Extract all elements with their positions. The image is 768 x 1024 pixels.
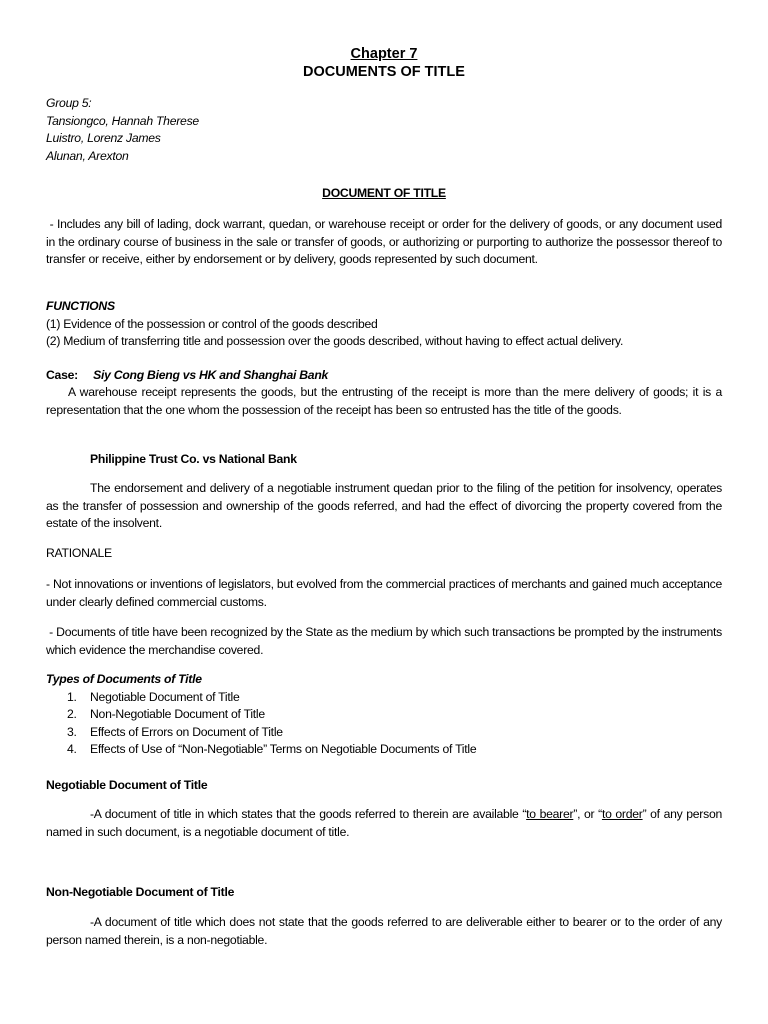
group-label: Group 5: bbox=[46, 96, 92, 110]
group-block bbox=[46, 95, 722, 165]
list-item: 3. Effects of Errors on Document of Title bbox=[67, 724, 283, 739]
functions-block bbox=[46, 298, 722, 351]
function-item: (2) Medium of transferring title and possession over the goods described, without having to effect actual delivery. bbox=[46, 334, 624, 349]
section-heading-document-of-title: DOCUMENT OF TITLE bbox=[322, 186, 446, 200]
group-member: Luistro, Lorenz James bbox=[46, 131, 161, 146]
case-name-2: Philippine Trust Co. vs National Bank bbox=[90, 452, 297, 466]
group-member: Alunan, Arexton bbox=[46, 148, 129, 163]
definition-paragraph: - Includes any bill of lading, dock warrant, quedan, or warehouse receipt or order for the delivery of goods, or any document used in the ordinary course of business in the sale or transfer of goods, or authorizing or purporting to authorize the possessor thereof to transfer or receive, either by endorsement or by delivery, goods represented by such document. bbox=[46, 217, 726, 267]
rationale-heading: RATIONALE bbox=[46, 546, 112, 560]
negotiable-heading: Negotiable Document of Title bbox=[46, 778, 208, 792]
function-item: (1) Evidence of the possession or control of the goods described bbox=[46, 316, 378, 331]
functions-heading: FUNCTIONS bbox=[46, 299, 115, 313]
rationale-point: - Documents of title have been recognized by the State as the medium by which such transactions be prompted by the instruments which evidence the merchandise covered. bbox=[46, 625, 726, 657]
group-member: Tansiongco, Hannah Therese bbox=[46, 113, 199, 128]
case-paragraph-2: The endorsement and delivery of a negotiable instrument quedan prior to the filing of the petition for insolvency, operates as the transfer of possession and ownership of the goods referred, and had the effect of divorcing the property covered from the estate of the insolvent. bbox=[46, 481, 722, 531]
chapter-label: Chapter 7 bbox=[350, 46, 418, 62]
to-order-term: to order bbox=[601, 807, 643, 821]
list-item: 2. Non-Negotiable Document of Title bbox=[67, 707, 265, 722]
types-list bbox=[46, 689, 722, 759]
list-item: 4. Effects of Use of “Non-Negotiable” Terms on Negotiable Documents of Title bbox=[67, 742, 477, 757]
negotiable-paragraph: -A document of title in which states that the goods referred to therein are available “to bearer”, or “to order” of any person named in such document, is a negotiable document of title. bbox=[46, 807, 723, 839]
non-negotiable-heading: Non-Negotiable Document of Title bbox=[46, 885, 235, 899]
to-bearer-term: to bearer bbox=[526, 807, 574, 821]
list-item: 1. Negotiable Document of Title bbox=[67, 689, 240, 704]
case-heading bbox=[46, 367, 722, 385]
rationale-point: - Not innovations or inventions of legislators, but evolved from the commercial practices of merchants and gained much acceptance under clearly defined commercial customs. bbox=[46, 577, 722, 609]
case-label: Case: bbox=[46, 368, 78, 382]
types-block bbox=[46, 671, 722, 759]
non-negotiable-paragraph: -A document of title which does not state that the goods referred to are deliverable either to bearer or to the order of any person named therein, is a non-negotiable. bbox=[46, 915, 722, 947]
types-heading: Types of Documents of Title bbox=[46, 672, 202, 686]
page-title: DOCUMENTS OF TITLE bbox=[303, 64, 465, 80]
case-paragraph: A warehouse receipt represents the goods, but the entrusting of the receipt is more than the mere delivery of goods; it is a representation that the one whom the possession of the receipt has been so entrusted has the title of the goods. bbox=[46, 385, 722, 417]
case-name: Siy Cong Bieng vs HK and Shanghai Bank bbox=[93, 368, 329, 382]
